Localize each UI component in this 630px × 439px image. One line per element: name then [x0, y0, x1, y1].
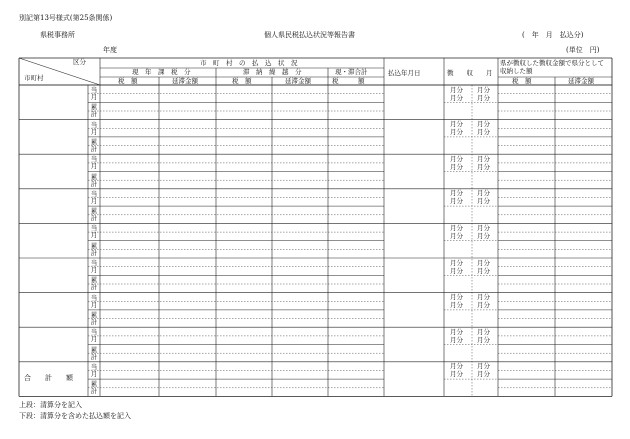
- month-cell: 月分: [450, 231, 463, 240]
- header-municipality: 市町村: [24, 74, 44, 82]
- month-cell: 月分: [450, 154, 463, 163]
- page-title: 個人県民税払込状況等報告書: [264, 31, 355, 39]
- month-cell: 月分: [450, 258, 463, 267]
- row-label-cumulative: 計: [90, 248, 98, 257]
- note-lower: 下段：清算分を含めた払込額を記入: [19, 412, 131, 420]
- row-label-cumulative: 計: [90, 283, 98, 292]
- note-upper: 上段：清算分を記入: [19, 401, 82, 409]
- month-cell: 月分: [477, 293, 490, 302]
- month-cell: 月分: [477, 258, 490, 267]
- header-current-year: 現 年 課 税 分: [132, 68, 191, 76]
- row-label-cumulative: 計: [90, 110, 98, 119]
- row-label-current-month: 月: [90, 162, 98, 171]
- month-cell: 月分: [477, 128, 490, 137]
- month-cell: 月分: [450, 128, 463, 137]
- row-label-current-month: 当: [90, 293, 98, 302]
- header-total: 現・滞合計: [335, 68, 368, 76]
- header-pref-late: 延滞金額: [568, 77, 594, 85]
- month-cell: 月分: [477, 301, 490, 310]
- row-label-current-month: 当: [90, 86, 98, 94]
- fiscal-year-label: 年度: [103, 46, 117, 54]
- month-cell: 月分: [450, 162, 463, 171]
- month-cell: 月分: [450, 189, 463, 198]
- row-label-current-month: 当: [90, 155, 98, 164]
- month-cell: 月分: [450, 362, 463, 371]
- row-label-cumulative: 累: [90, 137, 98, 146]
- month-cell: 月分: [477, 335, 490, 344]
- total-row-label: 合 計 額: [24, 373, 73, 382]
- row-label-current-month: 当: [90, 362, 98, 371]
- month-cell: 月分: [450, 293, 463, 302]
- row-label-cumulative: 計: [90, 144, 98, 153]
- row-label-cumulative: 計: [90, 352, 98, 361]
- month-cell: 月分: [450, 301, 463, 310]
- row-label-cumulative: 累: [90, 103, 98, 112]
- month-cell: 月分: [477, 120, 490, 129]
- office-label: 県税事務所: [40, 31, 75, 39]
- row-label-current-month: 当: [90, 120, 98, 129]
- row-label-current-month: 月: [90, 127, 98, 136]
- row-label-cumulative: 累: [90, 310, 98, 319]
- month-cell: 月分: [477, 93, 490, 102]
- month-cell: 月分: [477, 327, 490, 336]
- month-cell: 月分: [477, 197, 490, 206]
- month-cell: 月分: [450, 327, 463, 336]
- row-label-cumulative: 累: [90, 172, 98, 181]
- row-label-cumulative: 累: [90, 276, 98, 285]
- month-cell: 月分: [477, 189, 490, 198]
- row-label-current-month: 当: [90, 259, 98, 267]
- row-label-current-month: 月: [90, 231, 98, 240]
- header-late-current: 延滞金額: [172, 77, 198, 85]
- row-label-current-month: 月: [90, 369, 98, 378]
- month-cell: 月分: [477, 231, 490, 240]
- row-label-current-month: 月: [90, 266, 98, 274]
- row-label-cumulative: 累: [90, 345, 98, 354]
- header-tax-delinquent: 税 額: [232, 77, 252, 85]
- header-collection-month: 徴 収 月: [447, 69, 493, 77]
- month-cell: 月分: [450, 223, 463, 232]
- header-late-delinquent: 延滞金額: [285, 77, 311, 85]
- row-label-current-month: 当: [90, 328, 98, 337]
- row-label-current-month: 当: [90, 224, 98, 233]
- row-label-cumulative: 計: [90, 387, 98, 396]
- row-label-cumulative: 累: [90, 207, 98, 216]
- month-cell: 月分: [450, 93, 463, 102]
- header-category: 区分: [73, 58, 86, 66]
- month-cell: 月分: [477, 370, 490, 379]
- payment-period: ( 年 月 払込分): [522, 31, 584, 39]
- row-label-cumulative: 計: [90, 179, 98, 188]
- form-number: 別記第13号様式(第25条関係): [19, 14, 113, 22]
- month-cell: 月分: [450, 85, 463, 94]
- row-label-current-month: 月: [90, 300, 98, 309]
- unit-label: (単位 円): [566, 46, 600, 54]
- header-tax-current: 税 額: [118, 77, 138, 85]
- month-cell: 月分: [450, 335, 463, 344]
- month-cell: 月分: [477, 266, 490, 275]
- month-cell: 月分: [477, 85, 490, 94]
- row-label-cumulative: 累: [90, 380, 98, 389]
- month-cell: 月分: [450, 197, 463, 206]
- row-label-cumulative: 計: [90, 317, 98, 326]
- month-cell: 月分: [477, 362, 490, 371]
- row-label-cumulative: 累: [90, 241, 98, 250]
- month-cell: 月分: [477, 162, 490, 171]
- row-label-current-month: 月: [90, 93, 98, 101]
- header-pref-tax: 税 額: [512, 77, 532, 85]
- header-payment-status: 市 町 村 の 払 込 状 況: [200, 59, 298, 67]
- header-delinquent: 滞 納 繰 越 分: [243, 68, 302, 76]
- row-label-current-month: 当: [90, 189, 98, 198]
- row-label-cumulative: 計: [90, 214, 98, 223]
- month-cell: 月分: [477, 223, 490, 232]
- row-label-current-month: 月: [90, 335, 98, 344]
- month-cell: 月分: [450, 266, 463, 275]
- header-tax-total: 税 額: [332, 77, 365, 85]
- month-cell: 月分: [477, 154, 490, 163]
- header-payment-date: 払込年月日: [388, 69, 421, 77]
- month-cell: 月分: [450, 120, 463, 129]
- header-prefecture-collected: 県が徴収した徴収金額で県分として収納した額: [500, 59, 604, 75]
- month-cell: 月分: [450, 370, 463, 379]
- row-label-current-month: 月: [90, 196, 98, 205]
